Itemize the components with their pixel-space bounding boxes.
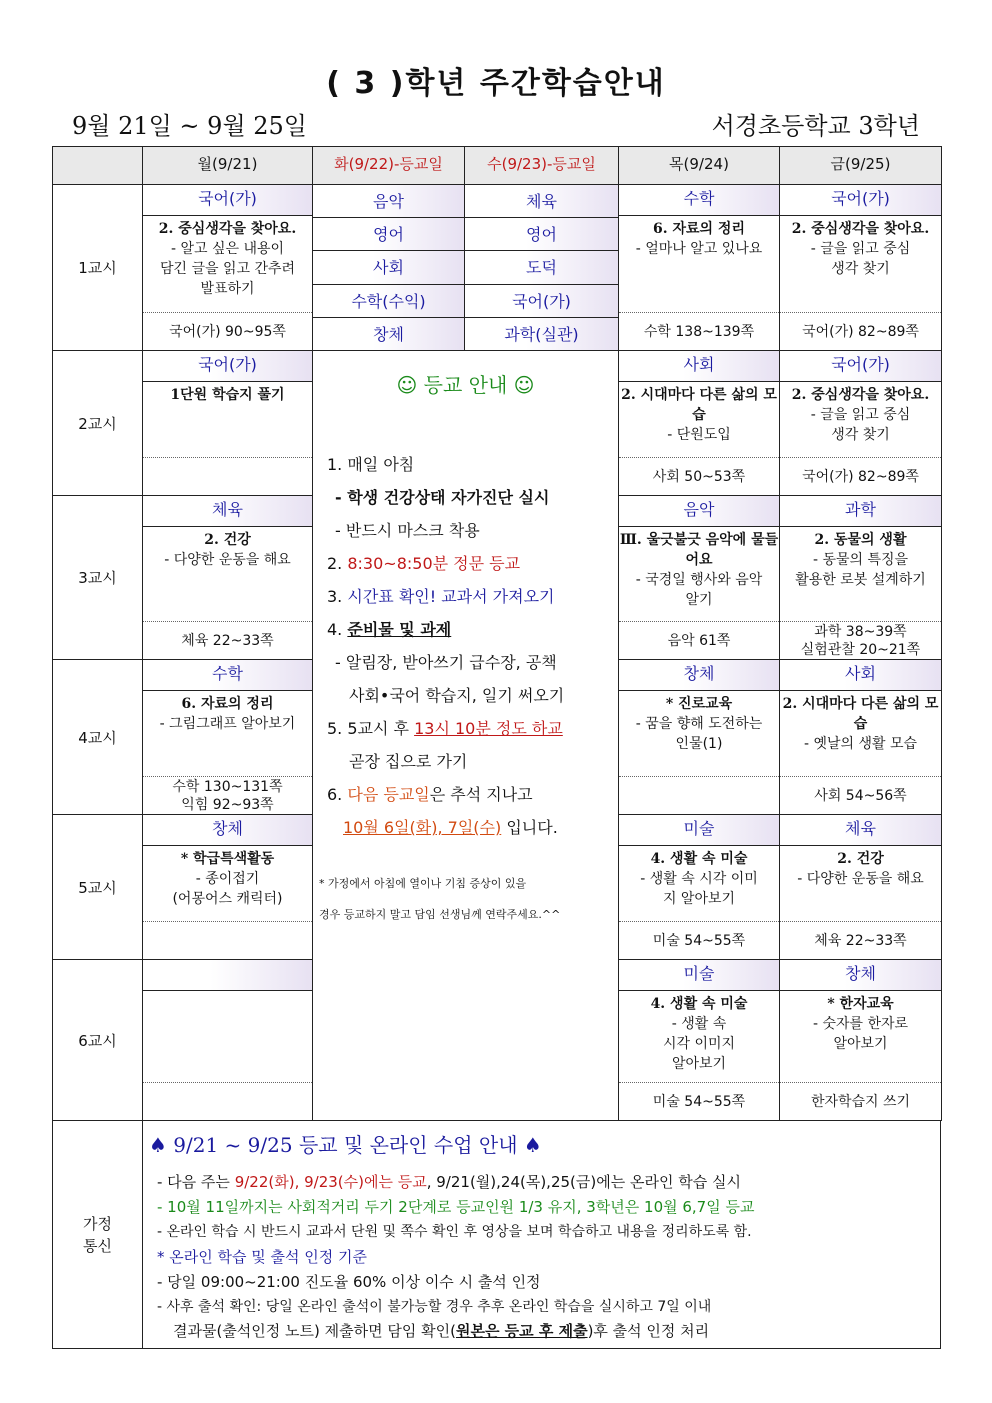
subject-label: 창체 (780, 960, 941, 991)
lesson-content (780, 216, 941, 312)
period-label: 5교시 (52, 814, 143, 960)
subject-label: 체육 (780, 815, 941, 846)
home-line: - 온라인 학습 시 반드시 교과서 단원 및 쪽수 확인 후 영상을 보며 학습하고 내용을 정리하도록 함. (157, 1224, 752, 1240)
home-label (52, 1120, 143, 1349)
lesson-detail: 담긴 글을 읽고 간추려 (159, 261, 296, 277)
wed-subject: 도덕 (464, 250, 619, 284)
lesson-detail: 알아보기 (833, 1036, 888, 1052)
lesson-title: * 한자교육 (827, 996, 894, 1012)
lesson-block (618, 184, 780, 351)
notice-text: 은 추석 지나고 (429, 785, 533, 804)
lesson-detail: - 글을 읽고 중심 (810, 407, 911, 423)
home-text: 결과물(출석인정 노트) 제출하면 담임 확인( (173, 1322, 456, 1340)
subject-label: 창체 (143, 815, 312, 846)
tue-subject: 창체 (312, 317, 465, 351)
subject-label: 사회 (619, 351, 779, 382)
textbook-pages (143, 621, 312, 659)
lesson-block (779, 659, 942, 815)
subject-label: 체육 (143, 496, 312, 527)
subject-label: 미술 (619, 960, 779, 991)
lesson-detail: 시각 이미지 (662, 1036, 736, 1052)
page-range: 국어(가) 82~89쪽 (802, 468, 919, 485)
lesson-block (618, 814, 780, 960)
home-text: , 9/21(월),24(목),25(금)에는 온라인 학습 실시 (426, 1173, 741, 1191)
page-range: 한자학습지 쓰기 (810, 1093, 911, 1110)
home-label-line: 통신 (83, 1236, 112, 1255)
lesson-title: 4. 생활 속 미술 (650, 851, 748, 867)
lesson-content (619, 846, 779, 921)
lesson-block (142, 814, 313, 960)
textbook-pages (143, 776, 312, 814)
textbook-pages (780, 1082, 941, 1120)
lesson-title: 2. 중심생각을 찾아요. (158, 221, 297, 237)
tue-subject: 음악 (312, 184, 465, 218)
lesson-content (143, 382, 312, 457)
subject-label: 음악 (619, 496, 779, 527)
home-line: - 사후 출석 확인: 당일 온라인 출석이 불가능할 경우 추후 온라인 학습을 실시하고 7일 이내 (157, 1299, 712, 1315)
next-dates: 10월 6일(화), 7일(수) (343, 818, 502, 837)
lesson-content (780, 691, 941, 776)
notice-line (327, 778, 533, 811)
lesson-content (780, 846, 941, 921)
home-communication (142, 1120, 941, 1349)
subject-label: 국어(가) (780, 351, 941, 382)
subject-label: 사회 (780, 660, 941, 691)
lesson-title: 2. 건강 (837, 851, 884, 867)
lesson-detail: - 국경일 행사와 음악 (635, 572, 763, 588)
lesson-block (779, 495, 942, 660)
page-range: 국어(가) 82~89쪽 (802, 323, 919, 340)
school-name: 서경초등학교 3학년 (711, 112, 920, 140)
day-header: 목(9/24) (618, 146, 780, 185)
notice-number: 4. (327, 620, 348, 639)
lesson-content (780, 991, 941, 1082)
lesson-content (143, 216, 312, 312)
page-range: 익힘 92~93쪽 (181, 796, 274, 813)
home-line: - 10월 11일까지는 사회적거리 두기 2단계로 등교인원 1/3 유지, 3학년은 10월 6,7일 등교 (157, 1198, 755, 1216)
wed-subject: 국어(가) (464, 284, 619, 318)
home-line: - 당일 09:00~21:00 진도율 60% 이상 이수 시 출석 인정 (157, 1273, 541, 1291)
lesson-block (618, 350, 780, 496)
day-header: 금(9/25) (779, 146, 942, 185)
textbook-pages (619, 1082, 779, 1120)
lesson-content (619, 991, 779, 1082)
timetable-reminder: 시간표 확인! 교과서 가져오기 (347, 587, 555, 606)
home-label-line: 가정 (83, 1214, 112, 1233)
subject-label: 국어(가) (780, 185, 941, 216)
lesson-detail: - 단원도입 (667, 427, 731, 443)
lesson-title: 2. 시대마다 다른 삶의 모습 (782, 696, 939, 732)
lesson-block (779, 184, 942, 351)
notice-line: - 알림장, 받아쓰기 급수장, 공책 (335, 653, 557, 672)
day-header: 월(9/21) (142, 146, 313, 185)
lesson-detail: (어몽어스 캐릭터) (172, 891, 283, 907)
period-label: 6교시 (52, 959, 143, 1121)
lesson-detail: - 생활 속 시각 이미 (640, 871, 758, 887)
page-range: 음악 61쪽 (667, 632, 731, 649)
notice-text: 5. 5교시 후 (327, 719, 415, 738)
lesson-block (142, 495, 313, 660)
textbook-pages (780, 312, 941, 350)
lesson-block (779, 350, 942, 496)
period-label: 3교시 (52, 495, 143, 660)
home-line (173, 1320, 709, 1341)
notice-line: - 학생 건강상태 자가진단 실시 (335, 488, 550, 507)
notice-footnote: 경우 등교하지 말고 담임 선생님께 연락주세요.^^ (319, 908, 561, 921)
notice-line: 1. 매일 아침 (327, 455, 415, 474)
lesson-detail: - 다양한 운동을 해요 (164, 552, 291, 568)
lesson-title: 2. 시대마다 다른 삶의 모습 (621, 387, 777, 423)
supplies-heading: 준비물 및 과제 (347, 620, 452, 639)
page-range: 수학 130~131쪽 (172, 778, 283, 795)
tue-subject: 영어 (312, 217, 465, 251)
textbook-pages (143, 312, 312, 350)
lesson-content (143, 527, 312, 621)
page-range: 실험관찰 20~21쪽 (800, 641, 921, 658)
textbook-pages (619, 921, 779, 959)
lesson-content (780, 527, 941, 621)
lesson-content (143, 691, 312, 776)
wed-subject: 체육 (464, 184, 619, 218)
original-submission: 원본은 등교 후 제출 (455, 1322, 588, 1340)
lesson-title: 4. 생활 속 미술 (650, 996, 748, 1012)
lesson-detail: - 꿈을 향해 도전하는 (635, 716, 763, 732)
arrival-time: 8:30~8:50분 정문 등교 (347, 554, 521, 573)
lesson-block (142, 350, 313, 496)
textbook-pages (619, 621, 779, 659)
lesson-title: 1단원 학습지 풀기 (170, 387, 285, 403)
attendance-notice-panel (312, 350, 619, 1121)
lesson-detail: - 동물의 특징을 (812, 552, 909, 568)
home-text: )후 출석 인정 처리 (587, 1322, 710, 1340)
weekly-timetable (52, 146, 941, 1349)
lesson-detail: - 알고 싶은 내용이 (170, 241, 285, 257)
lesson-title: 2. 중심생각을 찾아요. (791, 221, 930, 237)
notice-text: 입니다. (501, 818, 558, 837)
textbook-pages (143, 1082, 312, 1120)
textbook-pages (619, 457, 779, 495)
page-range: 국어(가) 90~95쪽 (169, 323, 286, 340)
lesson-detail: 알아보기 (671, 1056, 727, 1072)
lesson-title: 6. 자료의 정리 (181, 696, 274, 712)
tue-subject: 사회 (312, 250, 465, 284)
page-range: 과학 38~39쪽 (814, 623, 907, 640)
school-days: 9/22(화), 9/23(수)에는 등교 (234, 1173, 427, 1191)
lesson-content (143, 846, 312, 921)
subject-label: 수학 (619, 185, 779, 216)
notice-line (327, 613, 451, 646)
subject-label: 과학 (780, 496, 941, 527)
lesson-block (142, 959, 313, 1121)
home-text: - 다음 주는 (157, 1173, 235, 1191)
subject-label: 국어(가) (143, 185, 312, 216)
textbook-pages (780, 457, 941, 495)
page-range: 미술 54~55쪽 (652, 932, 746, 949)
subject-label (143, 960, 312, 991)
lesson-detail: 발표하기 (200, 281, 255, 297)
home-heading: ♠ 9/21 ~ 9/25 등교 및 온라인 수업 안내 ♠ (149, 1133, 542, 1157)
lesson-title: 6. 자료의 정리 (653, 221, 745, 237)
subject-label: 창체 (619, 660, 779, 691)
lesson-detail: - 글을 읽고 중심 (810, 241, 911, 257)
lesson-content (619, 691, 779, 776)
lesson-title: Ⅲ. 울긋불긋 음악에 물들어요 (619, 532, 779, 568)
subject-label: 수학 (143, 660, 312, 691)
page-title: ( 3 )학년 주간학습안내 (326, 66, 666, 101)
notice-line (327, 712, 563, 745)
page-range: 체육 22~33쪽 (181, 632, 274, 649)
lesson-detail: 알기 (685, 592, 713, 608)
lesson-title: * 진로교육 (665, 696, 733, 712)
lesson-detail: 인물(1) (675, 736, 723, 752)
textbook-pages (143, 921, 312, 959)
home-line (157, 1171, 741, 1192)
date-range: 9월 21일 ~ 9월 25일 (72, 112, 307, 140)
home-line: * 온라인 학습 및 출석 인정 기준 (157, 1248, 367, 1266)
subject-label: 국어(가) (143, 351, 312, 382)
lesson-detail: - 그림그래프 알아보기 (159, 716, 296, 732)
notice-line (343, 811, 558, 844)
notice-line (327, 547, 520, 580)
header-corner (52, 146, 143, 185)
textbook-pages (780, 621, 941, 659)
notice-number: 6. (327, 785, 348, 804)
dismissal-time: 13시 10분 정도 하교 (414, 719, 563, 738)
tue-subject: 수학(수익) (312, 284, 465, 318)
lesson-detail: - 숫자를 한자로 (812, 1016, 909, 1032)
lesson-detail: - 생활 속 (671, 1016, 727, 1032)
page-range: 사회 54~56쪽 (814, 787, 907, 804)
day-header: 수(9/23)-등교일 (464, 146, 619, 185)
textbook-pages (619, 776, 779, 814)
lesson-block (618, 959, 780, 1121)
textbook-pages (143, 457, 312, 495)
lesson-detail: - 얼마나 알고 있나요 (635, 241, 763, 257)
lesson-block (779, 814, 942, 960)
lesson-content (619, 382, 779, 457)
lesson-content (143, 991, 312, 1082)
textbook-pages (780, 921, 941, 959)
lesson-detail: - 종이접기 (195, 871, 260, 887)
textbook-pages (619, 312, 779, 350)
next-school-day: 다음 등교일 (347, 785, 430, 804)
lesson-detail: - 옛날의 생활 모습 (803, 736, 918, 752)
notice-line: 곧장 집으로 가기 (349, 752, 468, 771)
lesson-block (618, 659, 780, 815)
lesson-title: 2. 동물의 생활 (814, 532, 907, 548)
lesson-block (779, 959, 942, 1121)
page-range: 체육 22~33쪽 (814, 932, 907, 949)
lesson-detail: 지 알아보기 (662, 891, 736, 907)
lesson-block (618, 495, 780, 660)
notice-line (327, 580, 555, 613)
period-label: 2교시 (52, 350, 143, 496)
lesson-content (619, 216, 779, 312)
lesson-detail: 생각 찾기 (831, 261, 890, 277)
period-label: 4교시 (52, 659, 143, 815)
notice-number: 2. (327, 554, 348, 573)
lesson-detail: - 다양한 운동을 해요 (797, 871, 924, 887)
wed-subject: 영어 (464, 217, 619, 251)
notice-number: 3. (327, 587, 348, 606)
period-label: 1교시 (52, 184, 143, 351)
lesson-content (780, 382, 941, 457)
lesson-block (142, 184, 313, 351)
lesson-title: 2. 중심생각을 찾아요. (791, 387, 930, 403)
notice-line: - 반드시 마스크 착용 (335, 521, 480, 540)
page-range: 사회 50~53쪽 (652, 468, 746, 485)
lesson-content (619, 527, 779, 621)
notice-heading: ☺ 등교 안내 ☺ (396, 373, 535, 397)
wed-subject: 과학(실관) (464, 317, 619, 351)
subject-label: 미술 (619, 815, 779, 846)
lesson-title: * 학급특색활동 (180, 851, 275, 867)
notice-footnote: * 가정에서 아침에 열이나 기침 증상이 있을 (319, 877, 527, 890)
textbook-pages (780, 776, 941, 814)
lesson-title: 2. 건강 (204, 532, 251, 548)
page-range: 미술 54~55쪽 (652, 1093, 746, 1110)
lesson-detail: 활용한 로봇 설계하기 (795, 572, 926, 588)
notice-line: 사회•국어 학습지, 일기 써오기 (349, 686, 565, 705)
lesson-block (142, 659, 313, 815)
day-header: 화(9/22)-등교일 (312, 146, 465, 185)
lesson-detail: 생각 찾기 (831, 427, 890, 443)
page-range: 수학 138~139쪽 (643, 323, 755, 340)
